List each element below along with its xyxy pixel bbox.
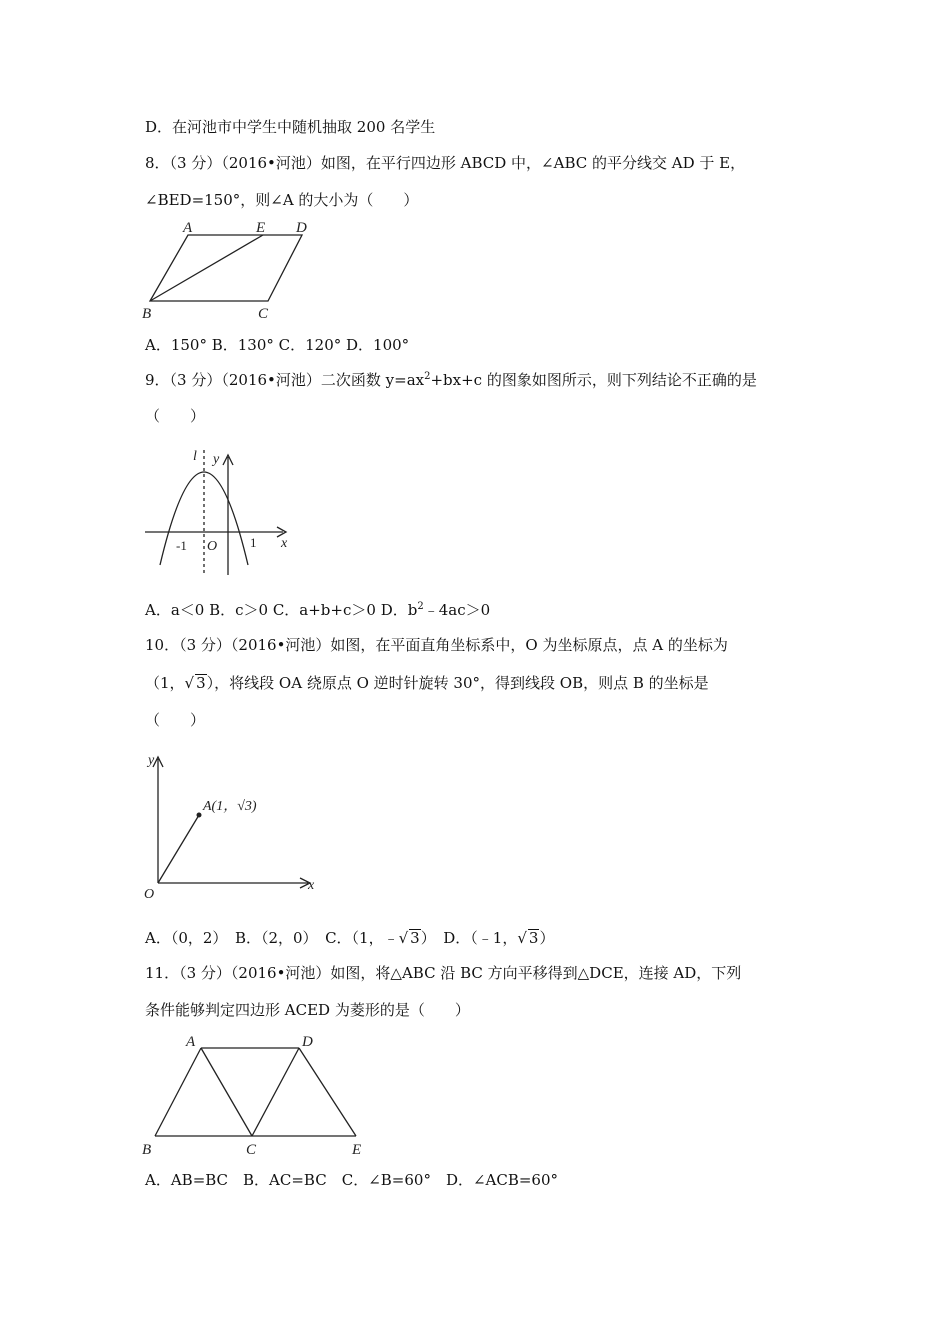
q11-stem-line2: 条件能够判定四边形 ACED 为菱形的是（ ） (145, 1001, 470, 1019)
q9-label-l: l (193, 449, 197, 464)
q11-segment-cd (252, 1048, 299, 1136)
q8-bisector-be (150, 235, 263, 301)
q10-options (145, 928, 554, 948)
q11-label-b: B (142, 1142, 152, 1158)
q10-radical-icon: √ (184, 674, 195, 692)
q10-radicand: 3 (196, 674, 206, 692)
q10-label-o: O (144, 887, 155, 902)
q11-label-c: C (246, 1142, 257, 1158)
q11-segment-de (299, 1048, 356, 1136)
q10-option-a: A．（0，2） (145, 929, 220, 947)
q10-option-c-post: ） (420, 929, 429, 947)
q8-stem-line2: ∠BED=150°，则∠A 的大小为（ ） (145, 191, 419, 209)
q11-label-a: A (186, 1034, 196, 1050)
q10-paren: （ ） (145, 711, 206, 729)
q8-options: A．150° B．130° C．120° D．100° (145, 336, 410, 354)
q11-segment-ac (201, 1048, 252, 1136)
q8-stem-line1: 8．（3 分）（2016•河池）如图，在平行四边形 ABCD 中，∠ABC 的平分线交 AD 于 E， (145, 154, 746, 172)
q10-option-d-radical-icon: √ (517, 929, 527, 947)
q9-label-x: x (281, 536, 288, 551)
q10-stem-line2 (145, 673, 709, 693)
q11-translation-figure (132, 1028, 382, 1160)
q10-option-d-post: ） (539, 929, 555, 947)
q10-option-d-radicand: 3 (528, 929, 539, 947)
q10-label-x: x (308, 878, 315, 893)
q9-parabola-figure (140, 445, 300, 580)
q10-segment-oa (158, 815, 199, 883)
q8-parallelogram-outline (150, 235, 302, 301)
q10-option-c-pre: C．（1，﹣ (325, 929, 399, 947)
q11-segment-ab (155, 1048, 201, 1136)
q10-coord-post: ），将线段 OA 绕原点 O 逆时针旋转 30°，得到线段 OB，则点 B 的坐标是 (206, 674, 709, 692)
q9-stem (145, 370, 757, 390)
q9-options-exponent: 2 (417, 601, 424, 612)
q9-stem-post: +bx+c 的图象如图所示，则下列结论不正确的是 (430, 371, 757, 389)
q8-label-b: B (142, 306, 152, 322)
q8-label-d: D (296, 220, 307, 236)
q10-coord-pre: （1， (145, 674, 185, 692)
q9-options-pre: A．a＜0 B．c＞0 C．a+b+c＞0 D．b (145, 601, 418, 619)
q9-paren: （ ） (145, 407, 206, 425)
q11-options: A．AB=BC B．AC=BC C．∠B=60° D．∠ACB=60° (145, 1171, 559, 1189)
q9-options-post: ﹣4ac＞0 (423, 601, 491, 619)
q9-stem-pre: 9．（3 分）（2016•河池）二次函数 y=ax (145, 371, 425, 389)
q10-option-c-radicand: 3 (410, 929, 420, 947)
q10-label-a: A(1，√3) (203, 799, 257, 814)
q10-stem-line1: 10．（3 分）（2016•河池）如图，在平面直角坐标系中，O 为坐标原点，点 A 的坐标为 (145, 636, 728, 654)
q10-label-y: y (148, 753, 155, 768)
q11-label-d: D (302, 1034, 313, 1050)
q10-coordinate-figure (138, 745, 328, 905)
q11-stem-line1: 11．（3 分）（2016•河池）如图，将△ABC 沿 BC 方向平移得到△DCE，连接 AD，下列 (145, 964, 742, 982)
q7-option-d: D．在河池市中学生中随机抽取 200 名学生 (145, 118, 436, 136)
q9-label-1: 1 (250, 535, 257, 550)
q11-label-e: E (352, 1142, 362, 1158)
q8-parallelogram-figure (130, 218, 330, 324)
q8-label-c: C (258, 306, 269, 322)
q9-label-o: O (207, 539, 218, 554)
q9-stem-exponent: 2 (424, 371, 431, 382)
q9-label-y: y (213, 452, 220, 467)
q10-option-d-pre: D．（﹣1， (443, 929, 518, 947)
q10-option-c-radical-icon: √ (398, 929, 409, 947)
q9-options (145, 600, 490, 620)
q8-label-a: A (183, 220, 193, 236)
q10-option-b: B．（2，0） (234, 929, 311, 947)
q9-label-neg1: -1 (176, 538, 187, 553)
q8-label-e: E (256, 220, 266, 236)
q10-point-a (197, 813, 202, 818)
